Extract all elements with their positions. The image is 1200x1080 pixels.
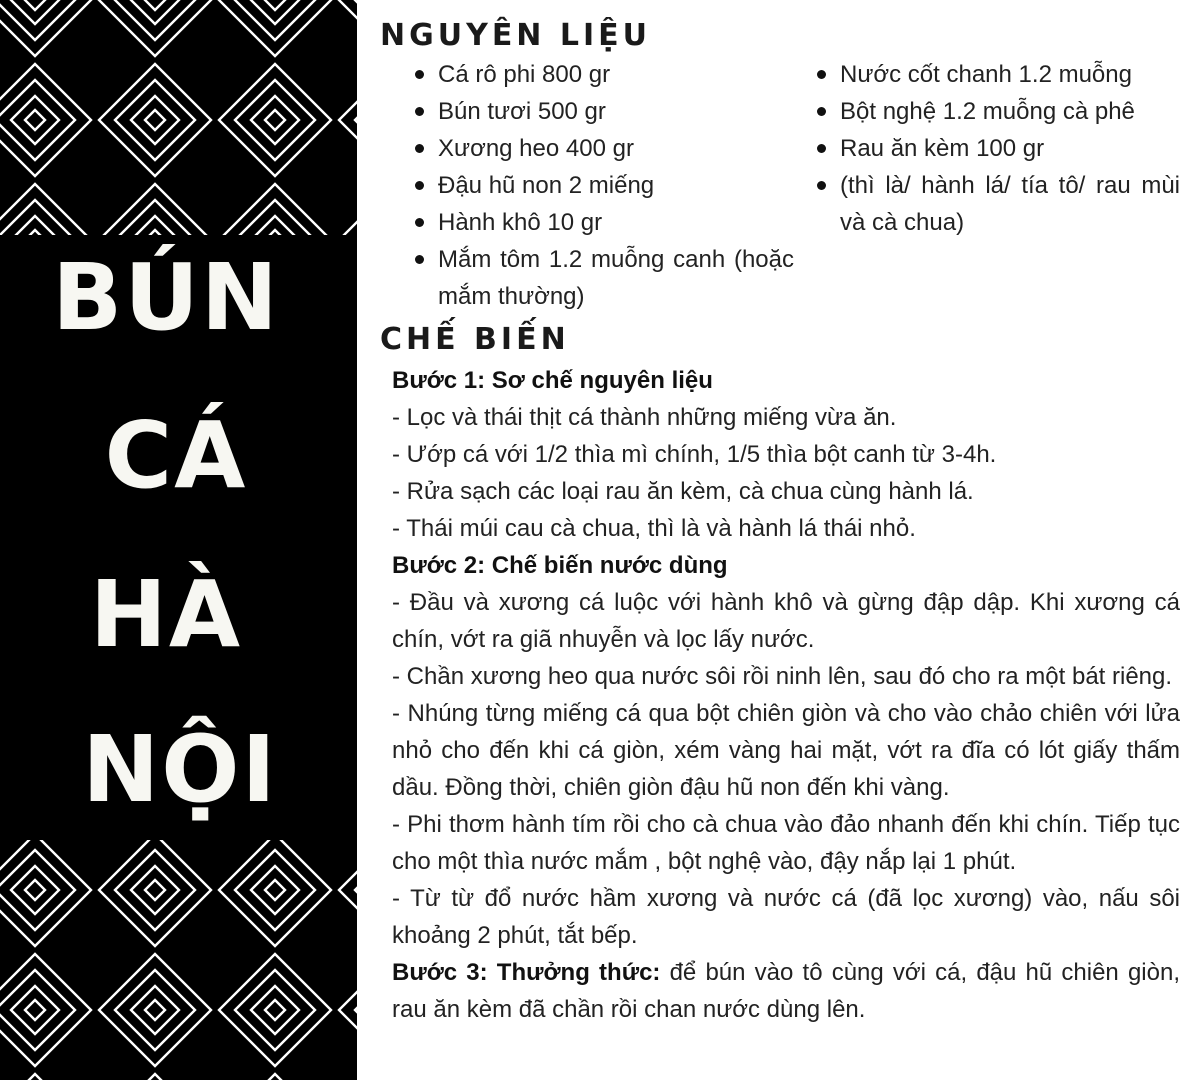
steps-heading: CHẾ BIẾN bbox=[380, 322, 570, 357]
ingredients-list-column-1 bbox=[412, 56, 794, 315]
step-2-line: - Từ từ đổ nước hầm xương và nước cá (đã lọc xương) vào, nấu sôi khoảng 2 phút, tắt bếp. bbox=[392, 885, 1180, 949]
ingredients-list-column-2 bbox=[814, 56, 1180, 241]
ingredient-item: Bún tươi 500 gr bbox=[412, 93, 794, 130]
ingredient-item: Bột nghệ 1.2 muỗng cà phê bbox=[814, 93, 1180, 130]
step-3-title: Bước 3: Thưởng thức: bbox=[392, 959, 661, 986]
ingredient-item: Hành khô 10 gr bbox=[412, 204, 794, 241]
step-2-line: - Nhúng từng miếng cá qua bột chiên giòn và cho vào chảo chiên với lửa nhỏ cho đến khi cá giòn, xém vàng hai mặt, vớt ra đĩa có lót giấy thấm dầu. Đồng thời, chiên giòn đậu hũ non đến khi vàng. bbox=[392, 700, 1180, 801]
step-1-title: Bước 1: Sơ chế nguyên liệu bbox=[392, 367, 713, 394]
ingredient-item: Xương heo 400 gr bbox=[412, 130, 794, 167]
steps-body bbox=[392, 362, 1180, 1028]
ingredient-item: (thì là/ hành lá/ tía tô/ rau mùi và cà chua) bbox=[814, 167, 1180, 241]
ingredients-heading: NGUYÊN LIỆU bbox=[380, 18, 651, 53]
ingredient-item: Nước cốt chanh 1.2 muỗng bbox=[814, 56, 1180, 93]
step-1-line: - Ướp cá với 1/2 thìa mì chính, 1/5 thìa bột canh từ 3-4h. bbox=[392, 441, 997, 468]
title-word-3: HÀ bbox=[89, 561, 243, 668]
step-3-paragraph bbox=[392, 954, 1180, 1028]
step-3-text: để bún vào tô cùng với cá, đậu hũ chiên giòn, rau ăn kèm đã chần rồi chan nước dùng lên. bbox=[392, 959, 1180, 1023]
step-1-line: - Rửa sạch các loại rau ăn kèm, cà chua cùng hành lá. bbox=[392, 478, 974, 505]
title-word-2: CÁ bbox=[104, 402, 248, 509]
step-1-line: - Thái múi cau cà chua, thì là và hành lá thái nhỏ. bbox=[392, 515, 916, 542]
ingredient-item: Đậu hũ non 2 miếng bbox=[412, 167, 794, 204]
step-2-line: - Đầu và xương cá luộc với hành khô và gừng đập dập. Khi xương cá chín, vớt ra giã nhuyễn và lọc lấy nước. bbox=[392, 589, 1180, 653]
title-panel bbox=[0, 0, 357, 1080]
step-2-line: - Phi thơm hành tím rồi cho cà chua vào đảo nhanh đến khi chín. Tiếp tục cho một thìa nước mắm , bột nghệ vào, đậy nắp lại 1 phút. bbox=[392, 811, 1180, 875]
step-2-title: Bước 2: Chế biến nước dùng bbox=[392, 552, 728, 579]
ingredient-item: Mắm tôm 1.2 muỗng canh (hoặc mắm thường) bbox=[412, 241, 794, 315]
diamond-pattern-bottom bbox=[0, 840, 357, 1080]
step-2-line: - Chần xương heo qua nước sôi rồi ninh lên, sau đó cho ra một bát riêng. bbox=[392, 663, 1173, 690]
step-1-line: - Lọc và thái thịt cá thành những miếng vừa ăn. bbox=[392, 404, 897, 431]
ingredient-item: Cá rô phi 800 gr bbox=[412, 56, 794, 93]
diamond-pattern-top bbox=[0, 0, 357, 235]
title-word-1: BÚN bbox=[52, 244, 280, 351]
title-word-4: NỘI bbox=[82, 716, 278, 823]
ingredient-item: Rau ăn kèm 100 gr bbox=[814, 130, 1180, 167]
